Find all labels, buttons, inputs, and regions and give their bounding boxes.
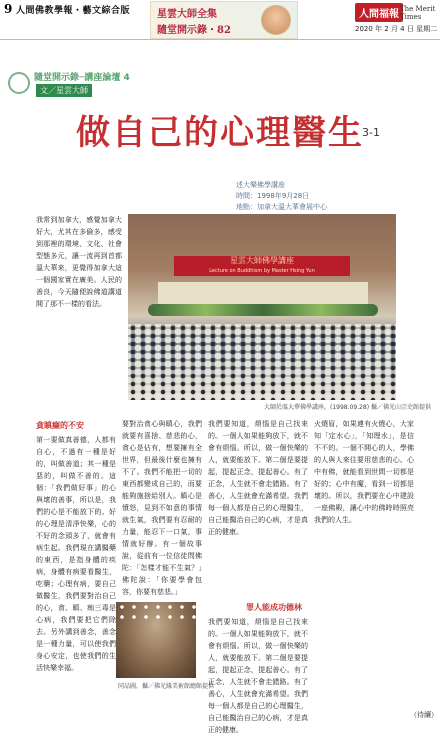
continued-note: （待續） xyxy=(410,711,438,719)
body-column-3b: 我們要知道，煩惱是自己找來的。一個人如果能夠放下，就不會有煩惱。所以，做一個快樂的人，就要能放下。第二個是要提起，提起正念，提起善心。有了正念，人生就不會走錯路。有了善心，人生就會充滿希望。我們每一個人都是自己的心理醫生，自己能醫治自己的心病，才是真正的健康。 xyxy=(208,618,308,734)
series-banner[interactable] xyxy=(150,1,298,39)
issue-date: 2020 年 2 月 4 日 星期二 xyxy=(355,25,438,33)
body-column-2: 要對治貪心與瞋心，我們就要有喜捨、慈悲的心，貪心是佔有，想要擁有全世界，但最後什麼也擁有不了。我們不能把一切的東西都變成自己的，而要能夠施捨給別人。瞋心是憤怒，見到不如意的事情就生氣，我們要有忍耐的力量，能忍下一口氣，事情就好辦。有一個故事說，從前有一位信徒問佛陀：「怎樣才能不生氣？」佛陀說：「你要學會包容，你要有慈悲。」 xyxy=(122,420,202,596)
stage-banner xyxy=(174,256,350,276)
masthead-english: The Merit Times xyxy=(400,5,436,21)
body-column-1: 第一要做真善德，人都有自心，不過有一種是好的，叫做善道；其一種是惡的，叫做不善的。這個：「我們做好事」的心與壞的善事，所以是，我們的心是不能放下的。好的心理是清淨快樂，心的不好的念頭多了，就會有病生起。我們現在講醫藥的東西，是指身體的疾病，身體有病要看醫生，吃藥；心理有病，要自己做醫生，我們要對治自己的心，貪、瞋、痴三毒是心病，我們要把它們除去。另外講到善念，善念是一種力量，可以使我們身心安定，也使我們的生活快樂幸福。 xyxy=(36,436,116,672)
lecture-photo xyxy=(128,214,396,400)
section-title: 人間佛教學報・藝文綜合版 xyxy=(16,6,131,16)
page-number: 9 xyxy=(4,2,13,16)
lecture-meta xyxy=(236,180,327,213)
author-tag: 文／星雲大師 xyxy=(36,84,92,97)
article-part: 3-1 xyxy=(362,126,380,139)
master-portrait-icon xyxy=(261,5,291,35)
meta-line: 述大樂佛學講座 xyxy=(236,181,285,189)
page-header xyxy=(0,0,440,40)
article-title: 做自己的心理醫生 xyxy=(76,113,364,153)
intro-paragraph: 我常到加拿大，感覺加拿大好大，尤其在多倫多，感受到那裡的環境、文化、社會型態多元，讓一流再到首都溫大華來，更覺得加拿大這一個國家實在廣美。人民的善良，今天隨便說佛道講道開了那不一樣的看法。 xyxy=(36,216,122,308)
masthead-logo[interactable]: 人間福報 xyxy=(355,3,403,22)
stage-banner-en: Lecture on Buddhism by Master Hsing Yun xyxy=(209,268,315,274)
subhead: 貪瞋癡的不安 xyxy=(36,421,84,430)
photo-caption: 大師於溫大華佛學講座。(1998.09.28) 攝／佛光山宗史館提供 xyxy=(264,404,431,411)
body-column-4: 火燒眉，如果連有火燒心，大家知「定水心」，「知理水」，是信不不的。一個不開心的人，學佛的人與人來往要用慈悲的心。心中有佛，就能看到世間一切都是好的；心中有魔，看到一切都是壞的。所以，我們要在心中建設一座佛殿，讓心中的佛時時照亮我們的人生。 xyxy=(314,420,414,524)
hall-photo xyxy=(116,602,196,678)
lotus-icon xyxy=(8,72,30,94)
meta-line: 時間：1998年9月28日 xyxy=(236,192,310,200)
column-series: 隨堂開示錄─講座論壇 4 xyxy=(34,73,130,83)
ceiling-lights xyxy=(116,602,196,622)
meta-line: 地點：加拿大溫大華會展中心 xyxy=(236,203,327,211)
body-column-3: 我們要知道，煩惱是自己找來的。一個人如果能夠放下，就不會有煩惱。所以，做一個快樂的人，就要能放下。第二個是要提起，提起正念，提起善心。有了正念，人生就不會走錯路。有了善心，人生就會充滿希望。我們每一個人都是自己的心理醫生，自己能醫治自己的心病，才是真正的健康。 xyxy=(208,420,308,536)
hall-photo-caption: 同品圖。攝／佛光緣美術館總館提供 xyxy=(118,683,215,690)
stage-banner-cn: 星雲大師佛學講座 xyxy=(230,256,294,265)
banner-line-1: 星雲大師全集 xyxy=(157,9,217,20)
stage-flowers xyxy=(148,304,378,316)
audience xyxy=(128,324,396,400)
subhead: 罪人能成功德林 xyxy=(246,603,302,612)
stage xyxy=(158,282,368,304)
banner-line-2: 隨堂開示錄・82 xyxy=(157,25,231,36)
